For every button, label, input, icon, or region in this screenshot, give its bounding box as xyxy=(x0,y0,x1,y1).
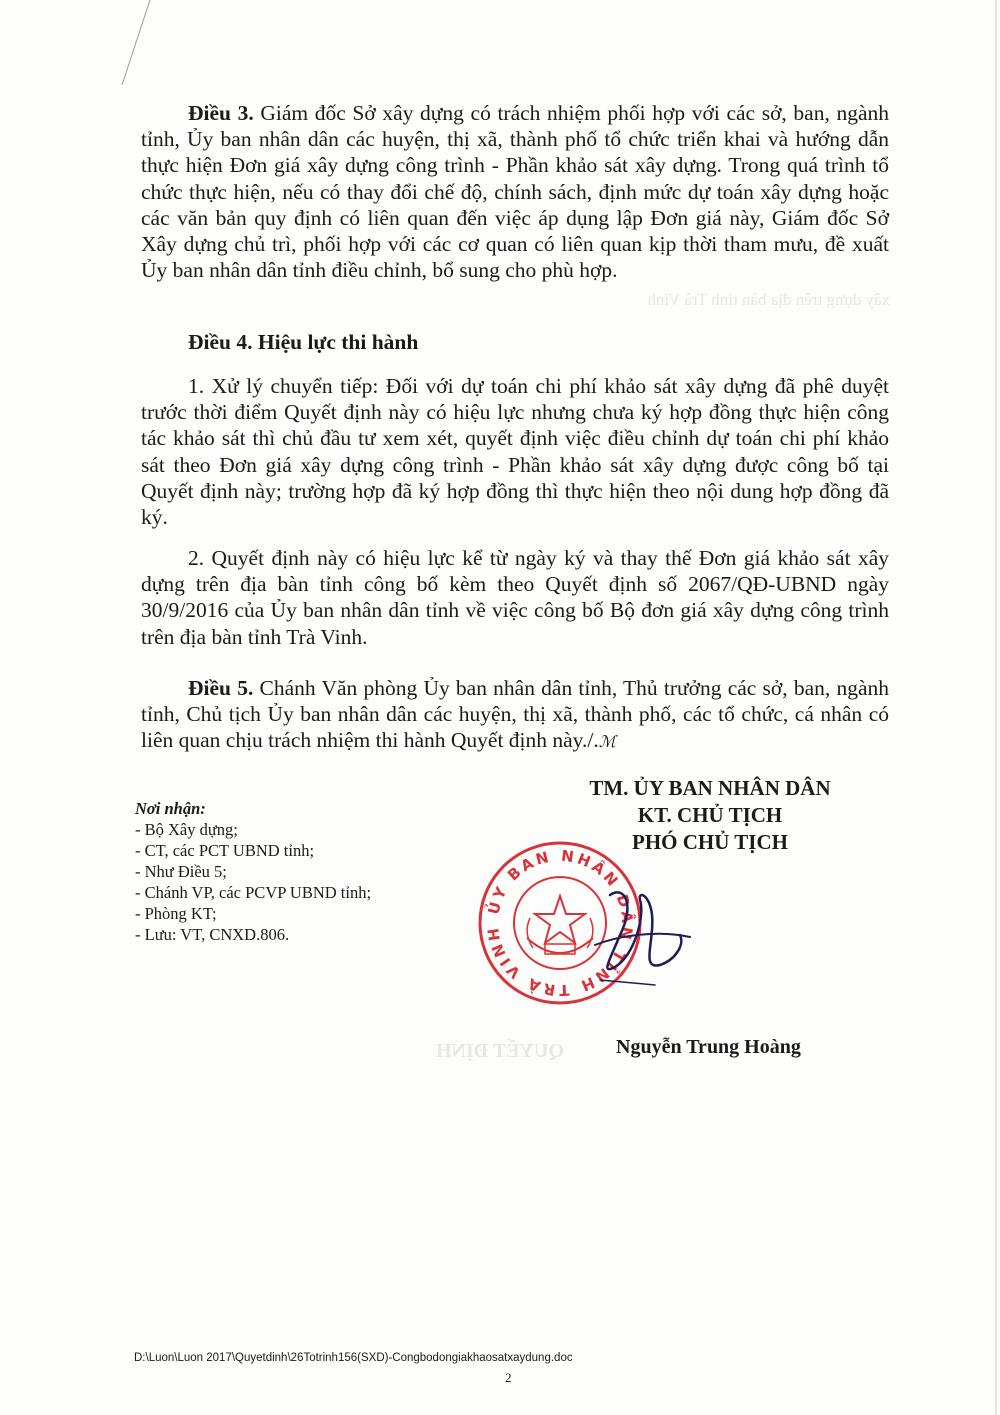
bleed-through-text-2: QUYẾT ĐỊNH xyxy=(436,1040,564,1062)
bleed-through-text-1: xây dựng trên địa bàn tỉnh Trà Vinh xyxy=(647,290,890,309)
article-5 xyxy=(141,675,889,756)
sign-kt: KT. CHỦ TỊCH xyxy=(637,803,783,827)
article-4-item-1-text: 1. Xử lý chuyển tiếp: Đối với dự toán chi phí khảo sát xây dựng đã phê duyệt trước thời điểm Quyết định này có hiệu lực nhưng chưa ký hợp đồng thực hiện công tác khảo sát thì chủ đầu tư xem xét, quyết định việc điều chỉnh dự toán chi phí khảo sát theo Đơn giá xây dựng công trình - Phần khảo sát xây dựng được công bố tại Quyết định này; trường hợp đã ký hợp đồng thì thực hiện theo nội dung hợp đồng đã ký. xyxy=(141,374,889,530)
page-number: 2 xyxy=(505,1370,512,1385)
article-3-text: Giám đốc Sở xây dựng có trách nhiệm phối hợp với các sở, ban, ngành tỉnh, Ủy ban nhân dân các huyện, thị xã, thành phố tổ chức triển khai và hướng dẫn thực hiện Đơn giá xây dựng công trình - Phần khảo sát xây dựng. Trong quá trình tổ chức thực hiện, nếu có thay đổi chế độ, chính sách, định mức dự toán xây dựng hoặc các văn bản quy định có liên quan đến việc áp dụng lập Đơn giá này, Giám đốc Sở Xây dựng chủ trì, phối hợp với các cơ quan có liên quan kịp thời tham mưu, đề xuất Ủy ban nhân dân tỉnh điều chỉnh, bổ sung cho phù hợp. xyxy=(141,101,890,283)
sign-org: TM. ỦY BAN NHÂN DÂN xyxy=(589,776,831,800)
recipient-item: - Lưu: VT, CNXD.806. xyxy=(135,925,290,944)
handwritten-mark: ℳ xyxy=(598,732,616,752)
article-4-item-2-text: 2. Quyết định này có hiệu lực kể từ ngày ký và thay thế Đơn giá khảo sát xây dựng trên địa bàn tỉnh công bố kèm theo Quyết định số 2067/QĐ-UBND ngày 30/9/2016 của Ủy ban nhân dân tỉnh về việc công bố Bộ đơn giá xây dựng công trình trên địa bàn tỉnh Trà Vinh. xyxy=(141,546,889,649)
recipient-item: - CT, các PCT UBND tỉnh; xyxy=(135,841,315,860)
sign-position: PHÓ CHỦ TỊCH xyxy=(632,830,788,854)
recipients-title: Nơi nhận: xyxy=(135,799,206,818)
article-4-heading: Điều 4. Hiệu lực thi hành xyxy=(188,330,419,354)
article-4-item-2 xyxy=(141,545,889,650)
file-path-footer: D:\Luon\Luon 2017\Quyetdinh\26Totrinh156(SXD)-Congbodongiakhaosatxaydung.doc xyxy=(134,1352,573,1364)
recipient-item: - Chánh VP, các PCVP UBND tỉnh; xyxy=(135,883,372,902)
article-3-label: Điều 3. xyxy=(188,101,254,125)
article-3 xyxy=(141,100,889,283)
recipient-item: - Như Điều 5; xyxy=(135,862,227,881)
article-5-text: Chánh Văn phòng Ủy ban nhân dân tỉnh, Thủ trưởng các sở, ban, ngành tỉnh, Chủ tịch Ủy ban nhân dân các huyện, thị xã, thành phố, các tổ chức, cá nhân có liên quan chịu trách nhiệm thi hành Quyết định này./. xyxy=(141,676,890,753)
recipient-item: - Phòng KT; xyxy=(135,904,217,923)
svg-text:ỦY BAN NHÂN DÂN TỈNH TRÀ VINH: ỦY BAN NHÂN DÂN TỈNH TRÀ VINH xyxy=(483,846,637,1000)
recipients-list xyxy=(135,798,371,945)
handwritten-signature-image xyxy=(580,875,720,995)
recipient-item: - Bộ Xây dựng; xyxy=(135,820,238,839)
article-5-label: Điều 5. xyxy=(188,676,254,700)
signer-name: Nguyễn Trung Hoàng xyxy=(616,1036,801,1058)
article-4-item-1 xyxy=(141,373,889,530)
